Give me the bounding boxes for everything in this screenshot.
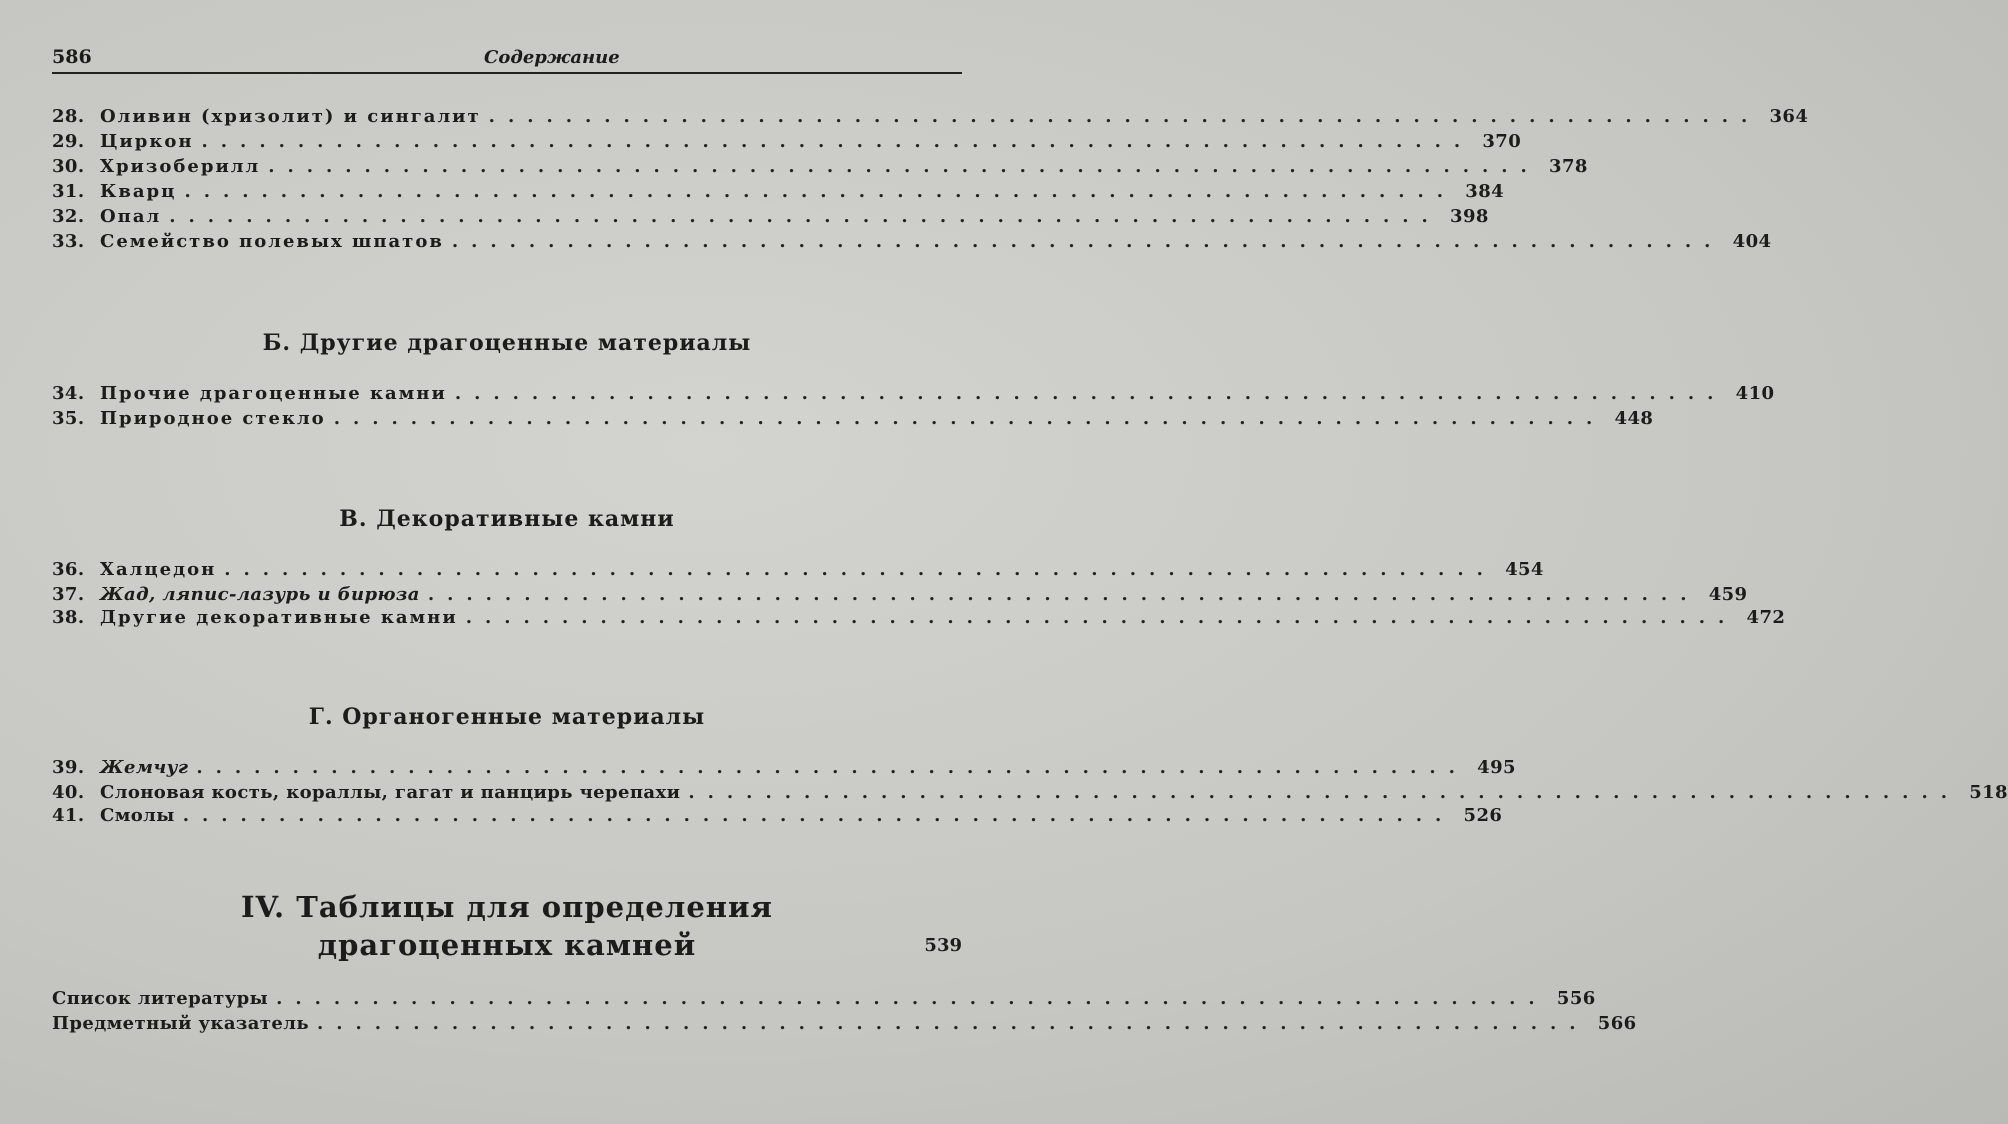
- entry-number: 39.: [52, 757, 85, 778]
- entry-page: 556: [1556, 988, 1596, 1009]
- toc-entry: [52, 181, 1505, 205]
- leader-dots: ..................................................................: [276, 988, 1548, 1009]
- entry-title: Смолы: [100, 805, 175, 826]
- leader-dots: ..................................................................: [488, 106, 1761, 127]
- entry-title: Список литературы: [52, 988, 269, 1009]
- entry-title: Оливин (хризолит) и сингалит: [100, 106, 481, 127]
- toc-entry: [52, 559, 1544, 583]
- entry-number: 30.: [52, 156, 85, 177]
- entry-number: 32.: [52, 206, 85, 227]
- leader-dots: ..................................................................: [184, 181, 1457, 202]
- leader-dots: ..................................................................: [454, 383, 1727, 404]
- entry-number: 38.: [52, 607, 85, 628]
- entry-page: 364: [1769, 106, 1809, 127]
- entry-page: 495: [1477, 757, 1516, 778]
- leader-dots: ..................................................................: [224, 559, 1496, 580]
- entry-page: 378: [1549, 156, 1588, 177]
- leader-dots: ..................................................................: [182, 805, 1455, 826]
- entry-number: 36.: [52, 559, 85, 580]
- toc-entry: [52, 757, 1516, 781]
- entry-page: 459: [1708, 584, 1748, 605]
- entry-page: 472: [1746, 607, 1786, 628]
- entry-number: 29.: [52, 131, 85, 152]
- leader-dots: ..................................................................: [333, 408, 1606, 429]
- toc-entry: [52, 131, 1522, 155]
- entry-page: 566: [1597, 1013, 1637, 1034]
- toc-entry: [52, 206, 1489, 230]
- entry-title: Опал: [100, 206, 162, 227]
- section-heading-g: Г. Органогенные материалы: [308, 704, 706, 730]
- entry-number: 31.: [52, 181, 85, 202]
- entry-title: Халцедон: [100, 559, 217, 580]
- leader-dots: ..................................................................: [268, 156, 1540, 177]
- entry-page: 410: [1735, 383, 1775, 404]
- toc-entry: [52, 805, 1503, 829]
- leader-dots: ..................................................................: [465, 607, 1738, 628]
- page-header: [52, 44, 962, 74]
- toc-entry: [52, 231, 1772, 255]
- leader-dots: ..................................................................: [169, 206, 1441, 227]
- running-title: Содержание: [484, 47, 620, 68]
- entry-title: Кварц: [100, 181, 177, 202]
- entry-page: 370: [1482, 131, 1522, 152]
- leader-dots: ..................................................................: [196, 757, 1468, 778]
- toc-entry: [52, 1013, 1637, 1037]
- entry-number: 34.: [52, 383, 85, 404]
- part-heading-line-2: драгоценных камней: [317, 928, 697, 962]
- entry-page: 398: [1450, 206, 1489, 227]
- entry-number: 28.: [52, 106, 85, 127]
- entry-page: 454: [1505, 559, 1544, 580]
- toc-entry: [52, 782, 2008, 806]
- leader-dots: ..................................................................: [316, 1013, 1589, 1034]
- entry-number: 33.: [52, 231, 85, 252]
- leader-dots: ..................................................................: [451, 231, 1724, 252]
- section-heading-v: В. Декоративные камни: [339, 506, 675, 532]
- entry-title: Прочие драгоценные камни: [100, 383, 447, 404]
- page-number: 586: [52, 46, 92, 68]
- entry-number: 35.: [52, 408, 85, 429]
- entry-page: 518: [1969, 782, 2008, 803]
- entry-title: Циркон: [100, 131, 194, 152]
- leader-dots: ..................................................................: [201, 131, 1474, 152]
- leader-dots: ..................................................................: [688, 782, 1960, 803]
- entry-page: 526: [1463, 805, 1503, 826]
- section-heading-b: Б. Другие драгоценные материалы: [262, 330, 752, 356]
- leader-dots: ..................................................................: [427, 584, 1700, 605]
- toc-entry: [52, 988, 1596, 1012]
- part-heading-line-1: IV. Таблицы для определения: [241, 890, 773, 924]
- entry-page: 448: [1614, 408, 1654, 429]
- toc-entry: [52, 584, 1748, 608]
- entry-number: 40.: [52, 782, 85, 803]
- entry-title: Предметный указатель: [52, 1013, 309, 1034]
- entry-number: 37.: [52, 584, 85, 605]
- entry-title: Природное стекло: [100, 408, 326, 429]
- entry-title: Другие декоративные камни: [100, 607, 458, 628]
- toc-entry: [52, 607, 1786, 631]
- entry-page: 384: [1465, 181, 1505, 202]
- toc-entry: [52, 408, 1654, 432]
- toc-entry: [52, 106, 1809, 130]
- toc-entry: [52, 383, 1775, 407]
- entry-page: 404: [1732, 231, 1772, 252]
- entry-title: Жемчуг: [100, 757, 189, 778]
- entry-number: 41.: [52, 805, 85, 826]
- entry-title: Хризоберилл: [100, 156, 261, 177]
- toc-entry: [52, 156, 1588, 180]
- part-page-number: 539: [924, 935, 962, 956]
- entry-title: Семейство полевых шпатов: [100, 231, 444, 252]
- entry-title: Жад, ляпис-лазурь и бирюза: [100, 584, 420, 605]
- entry-title: Слоновая кость, кораллы, гагат и панцирь черепахи: [100, 782, 681, 803]
